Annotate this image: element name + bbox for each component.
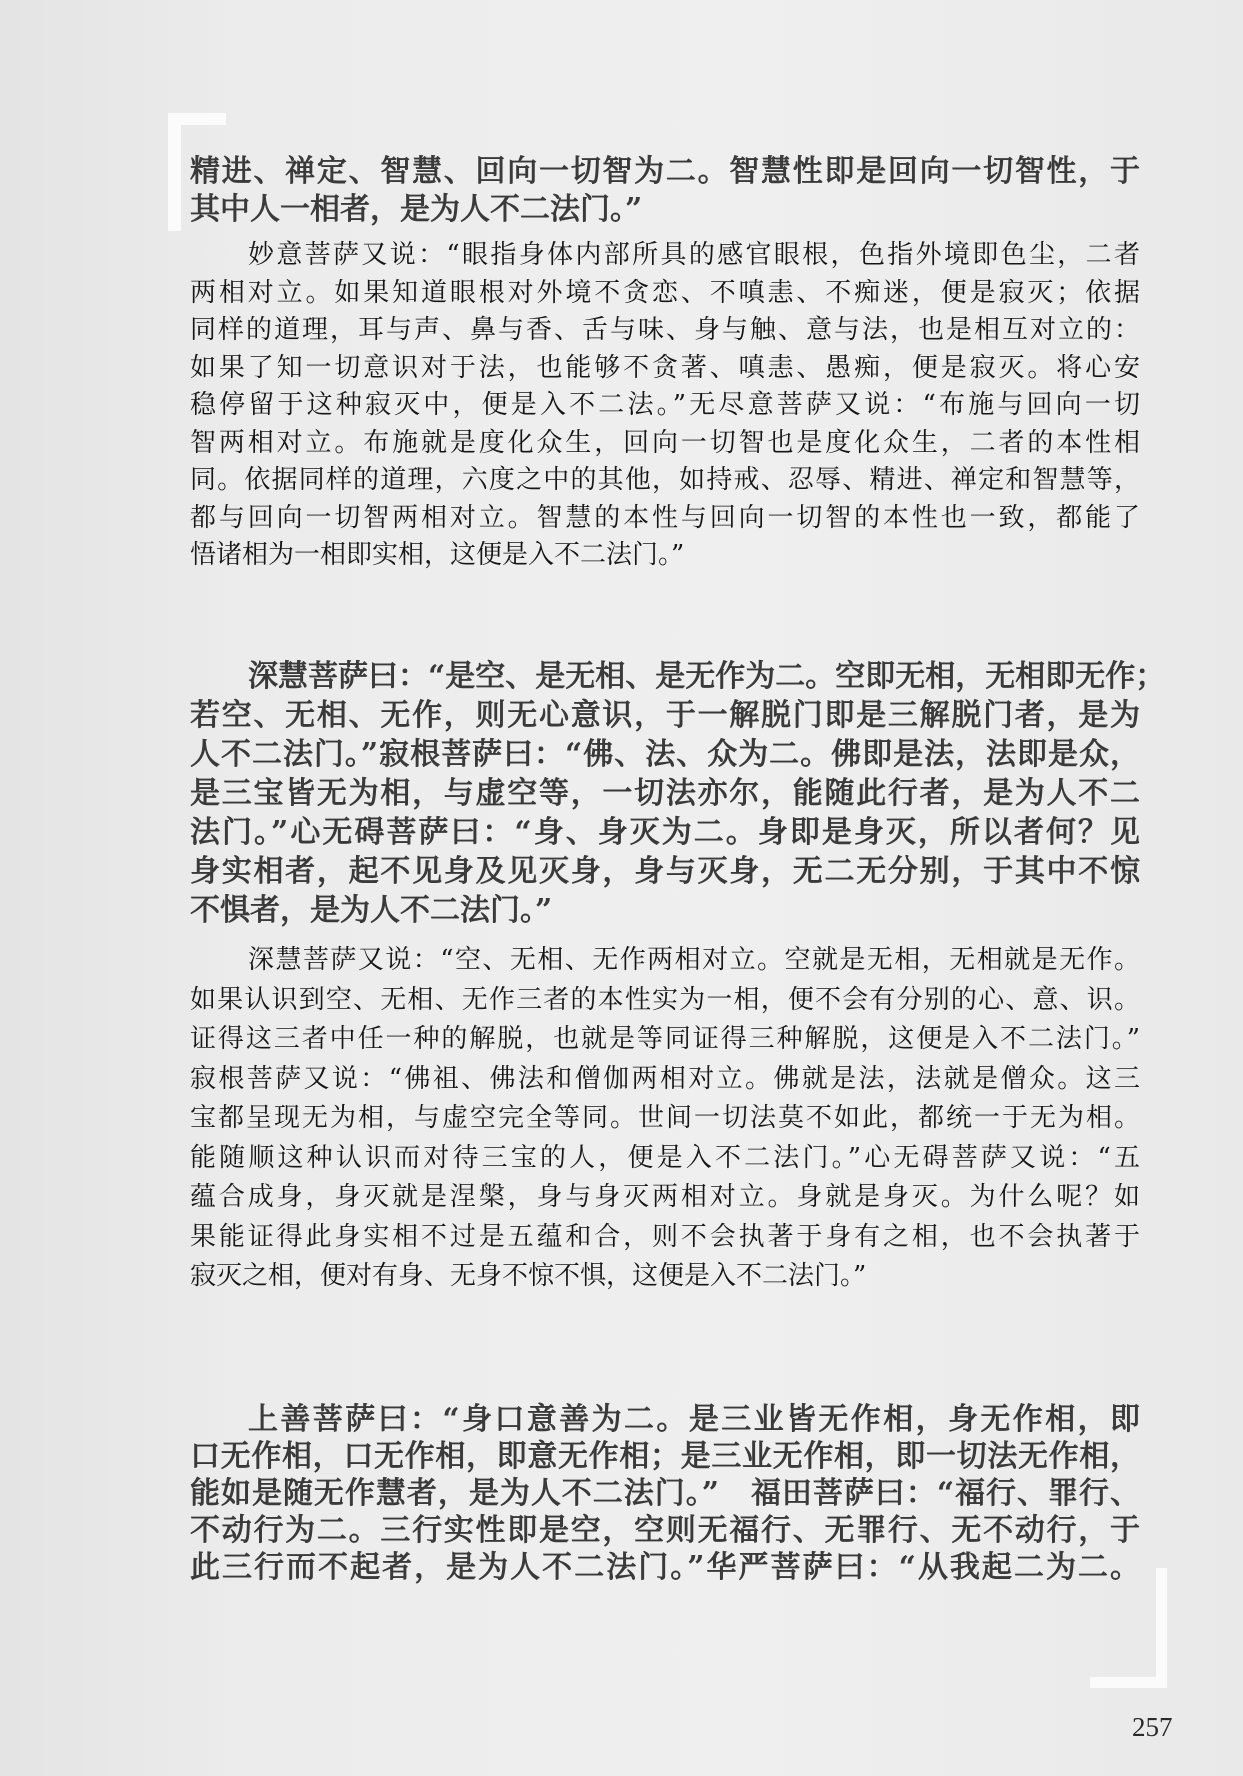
text-line: 蕴合成身，身灭就是涅槃，身与身灭两相对立。身就是身灭。为什么呢？如: [190, 1182, 1140, 1212]
text-line: 是三宝皆无为相，与虚空等，一切法亦尔，能随此行者，是为人不二: [190, 776, 1140, 811]
text-line: 身实相者，起不见身及见灭身，身与灭身，无二无分别，于其中不惊: [190, 854, 1140, 889]
paragraph-translation-1: [190, 237, 1140, 575]
text-line: 同样的道理，耳与声、鼻与香、舌与味、身与触、意与法，也是相互对立的：: [190, 315, 1140, 345]
text-line: 果能证得此身实相不过是五蕴和合，则不会执著于身有之相，也不会执著于: [190, 1221, 1140, 1252]
top-left-bracket-horizontal: [168, 113, 226, 125]
paragraph-original-text-2: [190, 657, 1166, 930]
top-left-bracket-vertical: [168, 113, 181, 231]
paragraph-original-text-1: [190, 153, 1140, 229]
text-line: 法门。”心无碍菩萨曰：“身、身灭为二。身即是身灭，所以者何？见: [190, 815, 1140, 850]
bottom-right-bracket-vertical: [1156, 1568, 1167, 1688]
bottom-right-bracket-horizontal: [1090, 1677, 1167, 1688]
text-line: 不惧者，是为人不二法门。”: [190, 893, 553, 928]
text-line: 能如是随无作慧者，是为人不二法门。” 福田菩萨曰：“福行、罪行、: [190, 1476, 1140, 1511]
text-line: 若空、无相、无作，则无心意识，于一解脱门即是三解脱门者，是为: [190, 698, 1140, 733]
text-line: 口无作相，口无作相，即意无作相；是三业无作相，即一切法无作相，: [190, 1439, 1140, 1474]
text-line: 寂根菩萨又说：“佛祖、佛法和僧伽两相对立。佛就是法，法就是僧众。这三: [190, 1063, 1140, 1094]
text-line: 人不二法门。”寂根菩萨曰：“佛、法、众为二。佛即是法，法即是众，: [190, 737, 1140, 772]
paragraph-translation-2: [190, 941, 1140, 1297]
text-line: 上善菩萨曰：“身口意善为二。是三业皆无作相，身无作相，即: [248, 1402, 1140, 1437]
paragraph-original-text-3: [190, 1401, 1140, 1586]
text-line: 都与回向一切智两相对立。智慧的本性与回向一切智的本性也一致，都能了: [190, 502, 1140, 533]
text-line: 证得这三者中任一种的解脱，也就是等同证得三种解脱，这便是入不二法门。”: [190, 1024, 1140, 1054]
text-line: 稳停留于这种寂灭中，便是入不二法。”无尽意菩萨又说：“布施与回向一切: [190, 390, 1140, 420]
page-number: 257: [1132, 1712, 1173, 1742]
text-line: 此三行而不起者，是为人不二法门。”华严菩萨曰：“从我起二为二。: [190, 1550, 1140, 1585]
text-line: 寂灭之相，便对有身、无身不惊不惧，这便是入不二法门。”: [190, 1261, 867, 1291]
text-line: 深慧菩萨又说：“空、无相、无作两相对立。空就是无相，无相就是无作。: [248, 945, 1140, 975]
text-line: 如果认识到空、无相、无作三者的本性实为一相，便不会有分别的心、意、识。: [190, 984, 1140, 1015]
text-line: 妙意菩萨又说：“眼指身体内部所具的感官眼根，色指外境即色尘，二者: [248, 240, 1140, 270]
text-line: 同。依据同样的道理，六度之中的其他，如持戒、忍辱、精进、禅定和智慧等，: [190, 465, 1140, 495]
text-line: 悟诸相为一相即实相，这便是入不二法门。”: [190, 540, 685, 570]
text-line: 智两相对立。布施就是度化众生，回向一切智也是度化众生，二者的本性相: [190, 427, 1140, 458]
text-line: 不动行为二。三行实性即是空，空则无福行、无罪行、无不动行，于: [190, 1513, 1140, 1548]
text-line: 如果了知一切意识对于法，也能够不贪著、嗔恚、愚痴，便是寂灭。将心安: [190, 352, 1140, 383]
text-line: 宝都呈现无为相，与虚空完全等同。世间一切法莫不如此，都统一于无为相。: [190, 1103, 1140, 1133]
text-line: 能随顺这种认识而对待三宝的人，便是入不二法门。”心无碍菩萨又说：“五: [190, 1142, 1140, 1173]
text-line: 其中人一相者，是为人不二法门。”: [190, 192, 643, 227]
text-line: 两相对立。如果知道眼根对外境不贪恋、不嗔恚、不痴迷，便是寂灭；依据: [190, 277, 1140, 308]
text-line: 深慧菩萨曰：“是空、是无相、是无作为二。空即无相，无相即无作；: [248, 659, 1166, 694]
text-line: 精进、禅定、智慧、回向一切智为二。智慧性即是回向一切智性，于: [190, 154, 1140, 189]
